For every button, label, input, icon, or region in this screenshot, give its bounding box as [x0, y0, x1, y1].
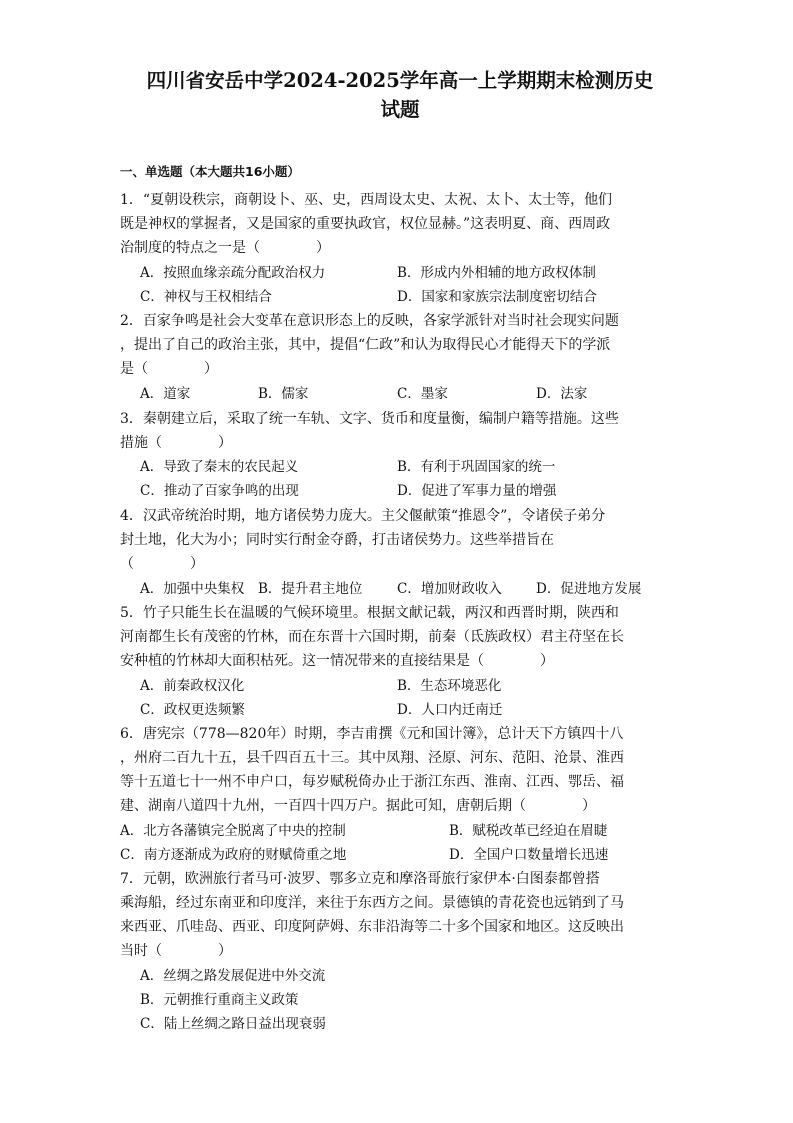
- question-5-option-b: B．生态环境恶化: [397, 678, 502, 694]
- question-3-line-1: 3．秦朝建立后，采取了统一车轨、文字、货币和度量衡，编制户籍等措施。这些: [120, 411, 619, 427]
- question-6-line-4: 建、湖南八道四十九州，一百四十四万户。据此可知，唐朝后期（ ）: [120, 798, 596, 814]
- question-1-option-b: B．形成内外相辅的地方政权体制: [397, 265, 596, 281]
- question-7-line-1: 7．元朝，欧洲旅行者马可·波罗、鄂多立克和摩洛哥旅行家伊本·白图泰都曾搭: [120, 871, 600, 887]
- question-3-line-2: 措施（ ）: [120, 435, 232, 451]
- question-1-option-c: C．神权与王权相结合: [140, 289, 272, 305]
- question-1-line-2: 既是神权的掌握者，又是国家的重要执政官，权位显赫。”这表明夏、商、西周政: [120, 216, 611, 232]
- question-2-line-2: ，提出了自己的政治主张，其中，提倡“仁政”和认为取得民心才能得天下的学派: [120, 337, 611, 353]
- question-5-line-1: 5．竹子只能生长在温暖的气候环境里。根据文献记载，两汉和西晋时期，陕西和: [120, 605, 619, 621]
- question-4-option-d: D．促进地方发展: [536, 581, 642, 597]
- question-5-line-3: 安种植的竹林却大面积枯死。这一情况带来的直接结果是（ ）: [120, 653, 554, 669]
- question-1-line-1: 1．“夏朝设秩宗，商朝设卜、巫、史，西周设太史、太祝、太卜、太士等，他们: [120, 192, 613, 208]
- question-5-option-c: C．政权更迭频繁: [140, 702, 245, 718]
- question-3-option-b: B．有利于巩固国家的统一: [397, 459, 556, 475]
- question-2-option-d: D．法家: [536, 386, 588, 402]
- question-7-option-a: A．丝绸之路发展促进中外交流: [140, 968, 326, 984]
- question-4-option-b: B．提升君主地位: [258, 581, 363, 597]
- title-line-1: 四川省安岳中学2024-2025学年高一上学期期末检测历史: [146, 69, 654, 92]
- question-4-option-c: C．增加财政收入: [397, 581, 502, 597]
- question-7-line-4: 当时（ ）: [120, 943, 232, 959]
- question-2-line-1: 2．百家争鸣是社会大变革在意识形态上的反映，各家学派针对当时社会现实问题: [120, 313, 619, 329]
- question-1-option-a: A．按照血缘亲疏分配政治权力: [140, 265, 326, 281]
- question-6-option-a: A．北方各藩镇完全脱离了中央的控制: [120, 823, 346, 839]
- question-2-option-a: A．道家: [140, 386, 191, 402]
- question-6-option-d: D．全国户口数量增长迅速: [449, 847, 609, 863]
- question-5-option-a: A．前秦政权汉化: [140, 678, 245, 694]
- question-6-option-c: C．南方逐渐成为政府的财赋倚重之地: [120, 847, 347, 863]
- question-7-option-c: C．陆上丝绸之路日益出现衰弱: [140, 1016, 326, 1032]
- question-6-line-2: ，州府二百九十五，县千四百五十三。其中凤翔、泾原、河东、范阳、沧景、淮西: [120, 750, 624, 766]
- title-line-2: 试题: [380, 98, 420, 121]
- question-4-option-a: A．加强中央集权: [140, 581, 245, 597]
- question-5-option-d: D．人口内迁南迁: [397, 702, 503, 718]
- question-4-line-3: （ ）: [120, 556, 204, 572]
- question-3-option-d: D．促进了军事力量的增强: [397, 483, 557, 499]
- question-3-option-a: A．导致了秦末的农民起义: [140, 459, 299, 475]
- question-3-option-c: C．推动了百家争鸣的出现: [140, 483, 299, 499]
- question-6-line-3: 等十五道七十一州不申户口，每岁赋税倚办止于浙江东西、淮南、江西、鄂岳、福: [120, 774, 624, 790]
- question-1-option-d: D．国家和家族宗法制度密切结合: [397, 289, 597, 305]
- question-5-line-2: 河南都生长有茂密的竹林，而在东晋十六国时期，前秦（氐族政权）君主苻坚在长: [120, 629, 624, 645]
- question-1-line-3: 治制度的特点之一是（ ）: [120, 240, 330, 256]
- question-4-line-2: 封土地，化大为小；同时实行酎金夺爵，打击诸侯势力。这些举措旨在: [120, 532, 554, 548]
- question-2-option-c: C．墨家: [397, 386, 448, 402]
- section-heading: 一、单选题（本大题共16小题）: [120, 164, 300, 179]
- question-6-line-1: 6．唐宪宗（778—820年）时期，李吉甫撰《元和国计簿》，总计天下方镇四十八: [120, 726, 624, 742]
- question-2-option-b: B．儒家: [258, 386, 309, 402]
- question-7-line-2: 乘海船，经过东南亚和印度洋，来往于东西方之间。景德镇的青花瓷也远销到了马: [120, 895, 624, 911]
- question-2-line-3: 是（ ）: [120, 361, 218, 377]
- question-7-line-3: 来西亚、爪哇岛、西亚、印度阿萨姆、东非沿海等二十多个国家和地区。这反映出: [120, 919, 624, 935]
- question-7-option-b: B．元朝推行重商主义政策: [140, 992, 299, 1008]
- question-6-option-b: B．赋税改革已经迫在眉睫: [449, 823, 608, 839]
- question-4-line-1: 4．汉武帝统治时期，地方诸侯势力庞大。主父偃献策“推恩令”，令诸侯子弟分: [120, 508, 606, 524]
- page-title: [110, 66, 690, 124]
